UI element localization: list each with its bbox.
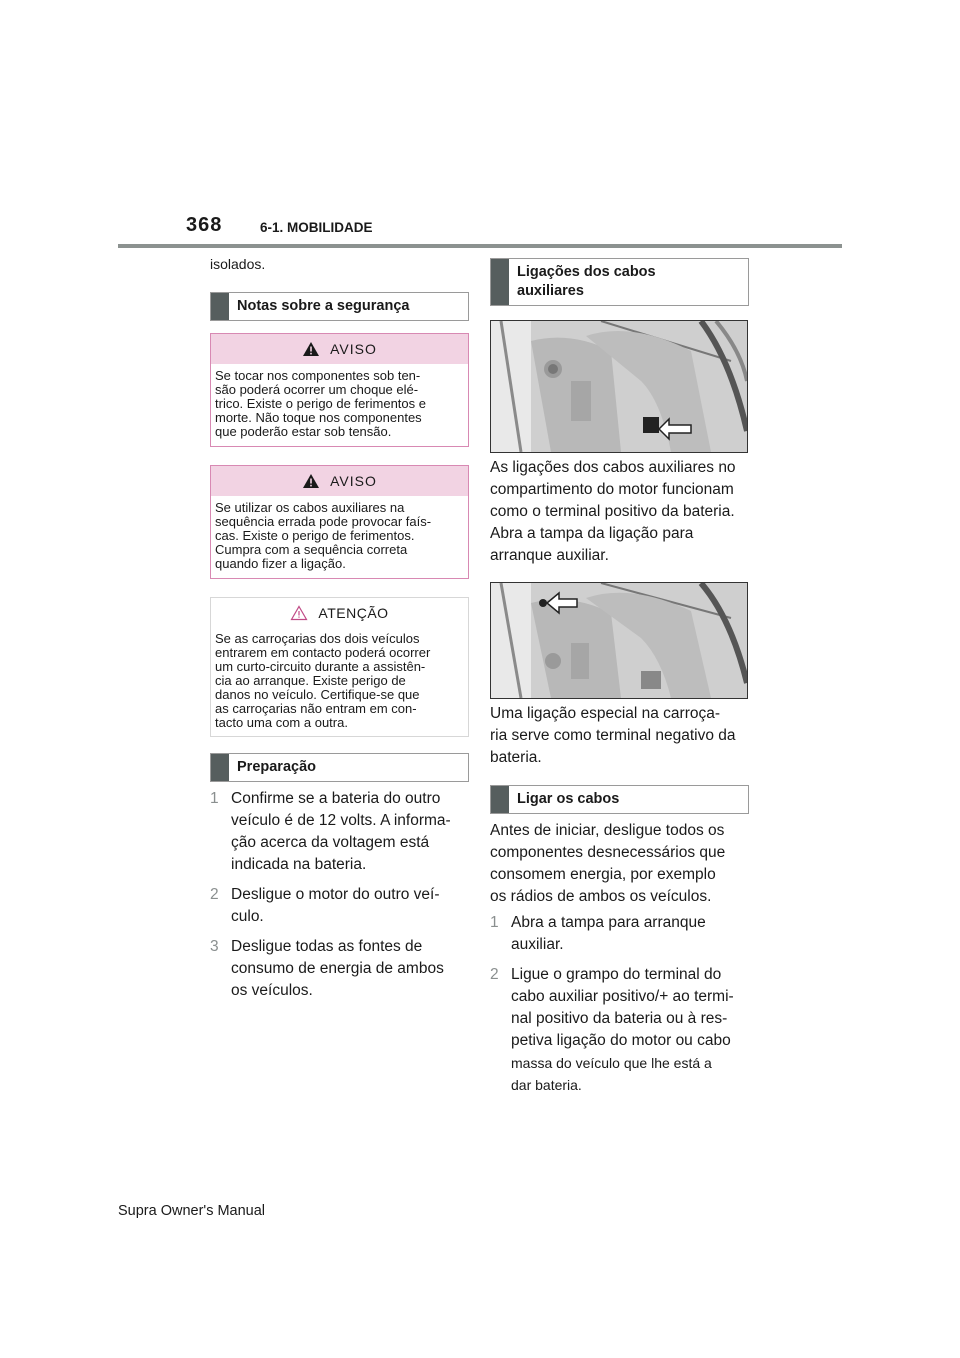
notice-box bbox=[210, 597, 469, 737]
step-number: 1 bbox=[490, 914, 499, 931]
text-line: consumo de energia de ambos bbox=[231, 960, 444, 977]
warning-label: AVISO bbox=[330, 473, 377, 489]
text-line: veículo é de 12 volts. A informa- bbox=[231, 812, 451, 829]
warning-header bbox=[211, 334, 468, 364]
heading-bar bbox=[211, 293, 229, 320]
notice-text bbox=[211, 628, 468, 736]
notice-label: ATENÇÃO bbox=[318, 605, 389, 621]
text-line: trico. Existe o perigo de ferimentos e bbox=[215, 396, 426, 411]
text-line: como o terminal positivo da bateria. bbox=[490, 503, 735, 520]
list-item bbox=[210, 884, 470, 928]
text-line: cas. Existe o perigo de ferimentos. bbox=[215, 528, 415, 543]
text-line: cabo auxiliar positivo/+ ao termi- bbox=[511, 988, 734, 1005]
text-line: danos no veículo. Certifique-se que bbox=[215, 687, 420, 702]
step-text bbox=[511, 912, 706, 956]
text-line: auxiliar. bbox=[511, 936, 564, 953]
list-item bbox=[210, 788, 470, 876]
preparation-heading bbox=[210, 753, 469, 782]
text-line: Ligações dos cabos bbox=[517, 264, 656, 280]
text-line: ria serve como terminal negativo da bbox=[490, 727, 736, 744]
text-line: as carroçarias não entram em con- bbox=[215, 701, 417, 716]
right-column bbox=[490, 258, 750, 1104]
text-line: os rádios de ambos os veículos. bbox=[490, 888, 712, 905]
connections-heading bbox=[490, 258, 749, 306]
text-line: dar bateria. bbox=[511, 1077, 582, 1093]
engine-bay-illustration bbox=[491, 583, 747, 698]
text-line: Se as carroçarias dos dois veículos bbox=[215, 631, 420, 646]
text-line: culo. bbox=[231, 908, 264, 925]
text-line: entrarem em contacto poderá ocorrer bbox=[215, 645, 431, 660]
text-line: As ligações dos cabos auxiliares no bbox=[490, 459, 736, 476]
text-line: auxiliares bbox=[517, 283, 584, 299]
warning-text bbox=[211, 496, 468, 578]
text-line: Desligue todas as fontes de bbox=[231, 938, 423, 955]
heading-bar bbox=[211, 754, 229, 781]
step-text bbox=[231, 936, 444, 1002]
step-text bbox=[231, 884, 440, 928]
header-divider bbox=[118, 244, 842, 248]
preparation-heading-label: Preparação bbox=[237, 759, 316, 775]
text-line: consomem energia, por exemplo bbox=[490, 866, 716, 883]
step-text bbox=[511, 964, 734, 1096]
section-title: 6-1. MOBILIDADE bbox=[260, 220, 373, 235]
text-line: Se tocar nos componentes sob ten- bbox=[215, 368, 421, 383]
safety-heading bbox=[210, 292, 469, 321]
engine-bay-photo-negative bbox=[490, 582, 748, 699]
text-line: morte. Não toque nos componentes bbox=[215, 410, 422, 425]
text-line: Antes de iniciar, desligue todos os bbox=[490, 822, 725, 839]
step-number: 3 bbox=[210, 938, 219, 955]
warning-label: AVISO bbox=[330, 341, 377, 357]
warning-text bbox=[211, 364, 468, 446]
negative-terminal-text bbox=[490, 703, 750, 769]
list-item bbox=[490, 964, 750, 1096]
preparation-steps bbox=[210, 788, 470, 1002]
connect-intro-text bbox=[490, 820, 750, 908]
notice-header bbox=[211, 598, 468, 628]
warning-triangle-icon bbox=[302, 473, 320, 489]
step-number: 1 bbox=[210, 790, 219, 807]
text-line: um curto-circuito durante a assistên- bbox=[215, 659, 426, 674]
warning-box-1 bbox=[210, 333, 469, 447]
connect-cables-heading-label: Ligar os cabos bbox=[517, 791, 620, 807]
engine-bay-illustration bbox=[491, 321, 747, 452]
text-line: sequência errada pode provocar faís- bbox=[215, 514, 432, 529]
text-line: Ligue o grampo do terminal do bbox=[511, 966, 722, 983]
connections-heading-label bbox=[509, 259, 664, 305]
intro-text: isolados. bbox=[210, 256, 266, 272]
text-line: arranque auxiliar. bbox=[490, 547, 609, 564]
text-line: cia ao arranque. Existe perigo de bbox=[215, 673, 406, 688]
text-line: Confirme se a bateria do outro bbox=[231, 790, 441, 807]
text-line: petiva ligação do motor ou cabo bbox=[511, 1032, 731, 1049]
safety-heading-label: Notas sobre a segurança bbox=[237, 298, 410, 314]
step-text bbox=[231, 788, 451, 876]
text-line: ção acerca da voltagem está bbox=[231, 834, 430, 851]
text-line: compartimento do motor funcionam bbox=[490, 481, 734, 498]
text-line: Desligue o motor do outro veí- bbox=[231, 886, 440, 903]
warning-triangle-icon bbox=[302, 341, 320, 357]
text-line: tacto uma com a outra. bbox=[215, 715, 348, 730]
left-column bbox=[210, 256, 470, 1010]
text-line: indicada na bateria. bbox=[231, 856, 367, 873]
text-line: quando fizer a ligação. bbox=[215, 556, 346, 571]
text-line: bateria. bbox=[490, 749, 542, 766]
positive-terminal-text bbox=[490, 457, 750, 567]
text-line: massa do veículo que lhe está a bbox=[511, 1055, 712, 1071]
step-number: 2 bbox=[490, 966, 499, 983]
text-line: que poderão estar sob tensão. bbox=[215, 424, 392, 439]
heading-bar bbox=[491, 786, 509, 813]
text-line: Abra a tampa da ligação para bbox=[490, 525, 694, 542]
connect-steps bbox=[490, 912, 750, 1096]
text-line: componentes desnecessários que bbox=[490, 844, 726, 861]
text-line: Uma ligação especial na carroça- bbox=[490, 705, 721, 722]
engine-bay-photo-positive bbox=[490, 320, 748, 453]
list-item bbox=[210, 936, 470, 1002]
text-line: nal positivo da bateria ou à res- bbox=[511, 1010, 728, 1027]
text-line: Abra a tampa para arranque bbox=[511, 914, 706, 931]
text-line: Se utilizar os cabos auxiliares na bbox=[215, 500, 405, 515]
heading-bar bbox=[491, 259, 509, 305]
caution-triangle-icon bbox=[290, 605, 308, 621]
warning-box-2 bbox=[210, 465, 469, 579]
list-item bbox=[490, 912, 750, 956]
text-line: Cumpra com a sequência correta bbox=[215, 542, 408, 557]
connect-cables-heading bbox=[490, 785, 749, 814]
warning-header bbox=[211, 466, 468, 496]
page-number: 368 bbox=[186, 214, 223, 236]
footer-manual-title: Supra Owner's Manual bbox=[118, 1203, 266, 1219]
step-number: 2 bbox=[210, 886, 219, 903]
text-line: são poderá ocorrer um choque elé- bbox=[215, 382, 419, 397]
text-line: os veículos. bbox=[231, 982, 313, 999]
